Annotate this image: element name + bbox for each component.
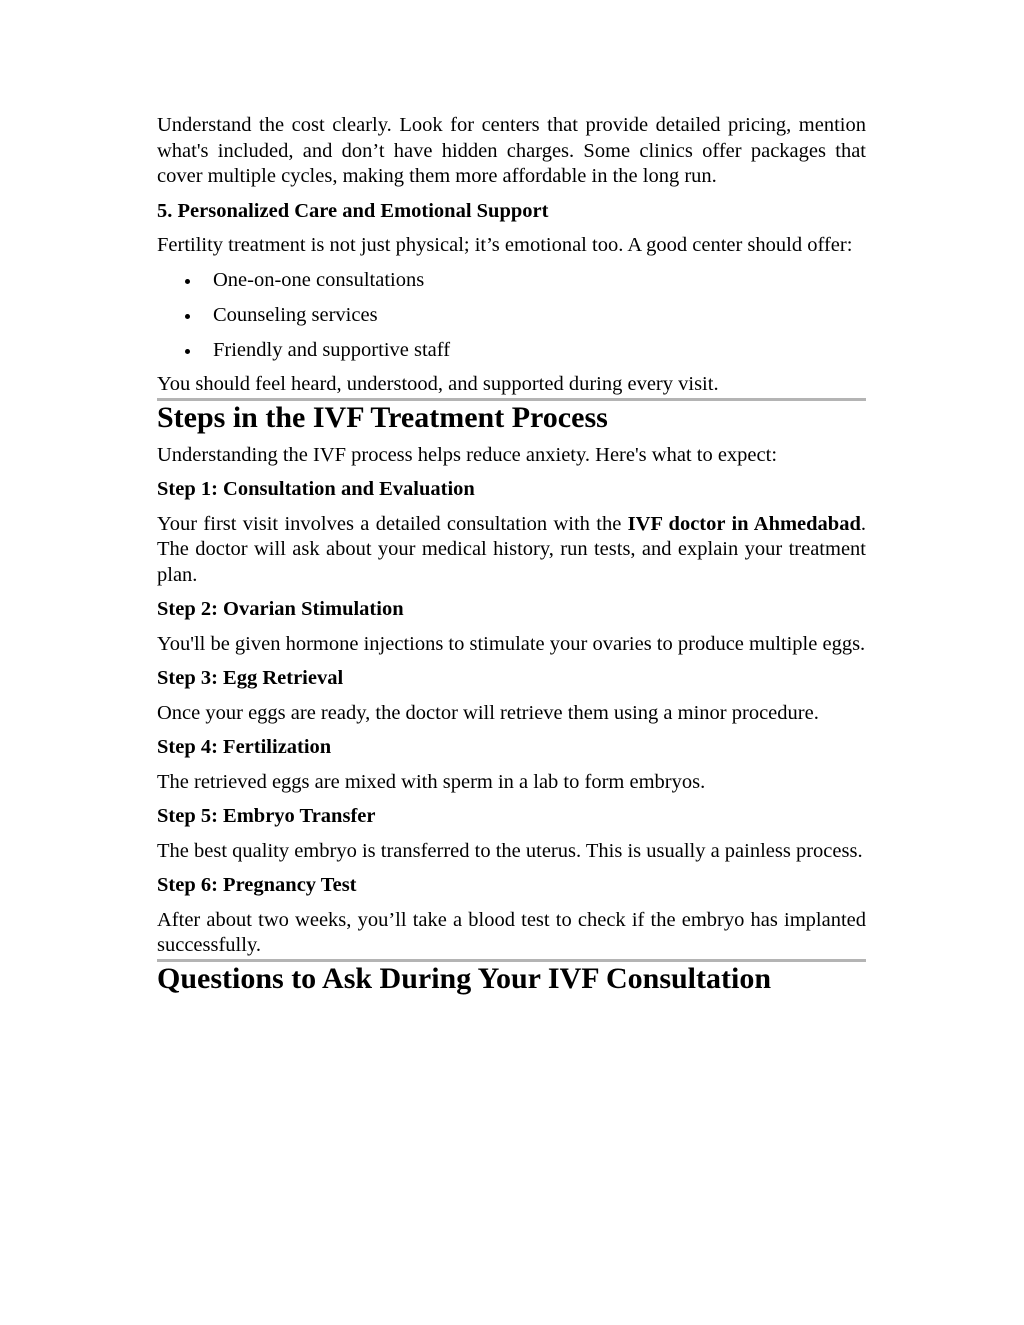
- step-1-text-after: . The doctor will ask about your medical history, run tests, and explain your treatment plan.: [157, 512, 866, 586]
- step-4-text: The retrieved eggs are mixed with sperm in a lab to form embryos.: [157, 770, 706, 793]
- steps-section-heading: Steps in the IVF Treatment Process: [157, 400, 608, 434]
- step-1-text: [157, 512, 866, 589]
- list-item-text: Friendly and supportive staff: [213, 338, 451, 361]
- list-item-text: Counseling services: [213, 303, 378, 326]
- step-3-text: Once your eggs are ready, the doctor will retrieve them using a minor procedure.: [157, 701, 819, 724]
- bullet-icon: [185, 279, 190, 284]
- list-item: [157, 268, 866, 294]
- questions-section-heading: Questions to Ask During Your IVF Consultation: [157, 961, 772, 995]
- steps-lead: Understanding the IVF process helps reduce anxiety. Here's what to expect:: [157, 443, 778, 466]
- document-page: [157, 113, 866, 1004]
- step-2-title: Step 2: Ovarian Stimulation: [157, 598, 404, 620]
- step-1-title: Step 1: Consultation and Evaluation: [157, 478, 475, 500]
- bullet-icon: [185, 314, 190, 319]
- step-6-title: Step 6: Pregnancy Test: [157, 874, 357, 896]
- list-item-text: One-on-one consultations: [213, 268, 425, 291]
- step-1-text-before: Your first visit involves a detailed consultation with the: [157, 512, 628, 535]
- cost-paragraph: Understand the cost clearly. Look for centers that provide detailed pricing, mention what's included, and don’t have hidden charges. Some clinics offer packages that cover multiple cycles, making them more affordable in the long run.: [157, 114, 866, 187]
- list-item: [157, 338, 866, 364]
- step-6-text: After about two weeks, you’ll take a blood test to check if the embryo has implanted successfully.: [157, 908, 866, 956]
- step-2-text: You'll be given hormone injections to stimulate your ovaries to produce multiple eggs.: [157, 632, 866, 655]
- personalized-care-lead: Fertility treatment is not just physical; it’s emotional too. A good center should offer:: [157, 234, 853, 256]
- list-item: [157, 303, 866, 329]
- bullet-icon: [185, 349, 190, 354]
- step-3-title: Step 3: Egg Retrieval: [157, 667, 344, 689]
- personalized-care-heading: 5. Personalized Care and Emotional Support: [157, 199, 549, 222]
- personalized-care-closing: You should feel heard, understood, and supported during every visit.: [157, 373, 719, 395]
- ivf-doctor-highlight: IVF doctor in Ahmedabad: [627, 512, 861, 535]
- personalized-care-list: [157, 268, 866, 364]
- step-5-text: The best quality embryo is transferred to the uterus. This is usually a painless process.: [157, 839, 863, 862]
- step-4-title: Step 4: Fertilization: [157, 736, 332, 758]
- step-5-title: Step 5: Embryo Transfer: [157, 805, 376, 827]
